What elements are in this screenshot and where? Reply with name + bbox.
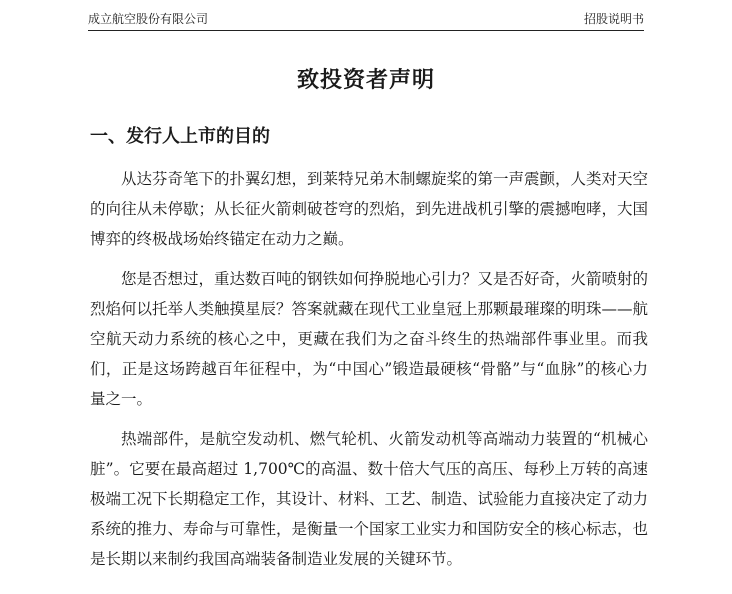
page-title: 致投资者声明: [296, 68, 435, 93]
paragraph-2: 您是否想过，重达数百吨的钢铁如何挣脱地心引力？又是否好奇，火箭喷射的烈焰何以托举人类触摸星辰？答案就藏在现代工业皇冠上那颗最璀璨的明珠——航空航天动力系统的核心之中，更藏在我们为之奋斗终生的热端部件事业里。而我们，正是这场跨越百年征程中，为“中国心”锻造最硬核“骨骼”与“血脉”的核心力量之一。: [90, 270, 649, 408]
header-document-type: 招股说明书: [583, 12, 644, 26]
section-heading: 一、发行人上市的目的: [90, 126, 270, 147]
paragraph-3: 热端部件，是航空发动机、燃气轮机、火箭发动机等高端动力装置的“机械心脏”。它要在最高超过 1,700℃的高温、数十倍大气压的高压、每秒上万转的高速极端工况下长期稳定工作，其设计、材料、工艺、制造、试验能力直接决定了动力系统的推力、寿命与可靠性，是衡量一个国家工业实力和国防安全的核心标志，也是长期以来制约我国高端装备制造业发展的关键环节。: [90, 430, 649, 568]
header-company-name: 成立航空股份有限公司: [88, 12, 209, 26]
section-body: [90, 164, 648, 584]
running-header: [88, 10, 644, 31]
paragraph-1: 从达芬奇笔下的扑翼幻想，到莱特兄弟木制螺旋桨的第一声震颤，人类对天空的向往从未停歇；从长征火箭刺破苍穹的烈焰，到先进战机引擎的震撼咆哮，大国博弈的终极战场始终锚定在动力之巅。: [90, 170, 649, 248]
